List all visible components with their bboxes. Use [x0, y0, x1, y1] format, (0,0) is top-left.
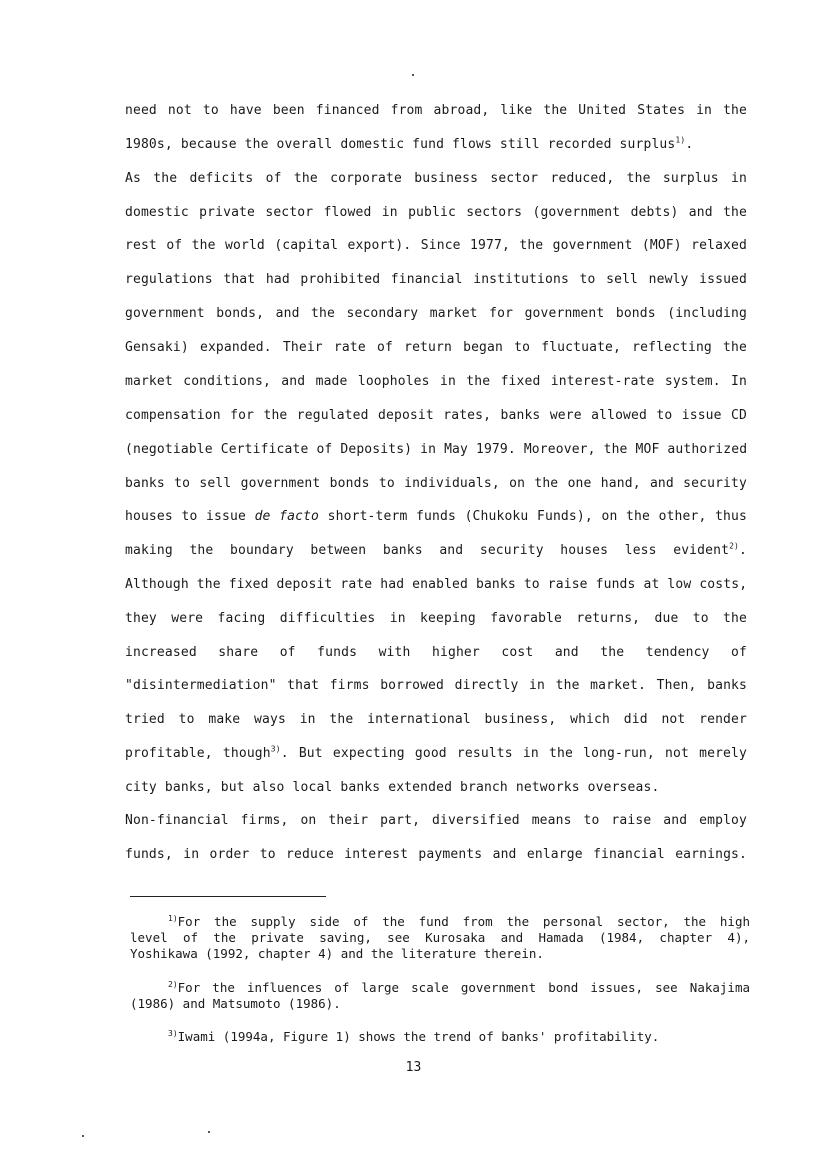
body-line-text: houses to issue [125, 509, 255, 524]
body-line: government bonds, and the secondary market for government bonds (including [125, 306, 747, 321]
body-line-text: short-term funds (Chukoku Funds), on the other, thus [319, 509, 747, 524]
body-line: domestic private sector flowed in public sectors (government debts) and the [125, 205, 747, 220]
page-number: 13 [405, 1060, 422, 1075]
body-line: need not to have been financed from abroad, like the United States in the [125, 103, 747, 118]
body-line-text: profitable, though [125, 746, 271, 761]
body-line: increased share of funds with higher cost and the tendency of [125, 645, 747, 660]
scan-speck [82, 1135, 84, 1137]
footnote-ref: 1) [675, 135, 686, 145]
body-line: (negotiable Certificate of Deposits) in May 1979. Moreover, the MOF authorized [125, 442, 748, 457]
body-line: tried to make ways in the international business, which did not render [125, 712, 747, 727]
body-line: "disintermediation" that firms borrowed directly in the market. Then, banks [125, 678, 747, 693]
body-line: As the deficits of the corporate business sector reduced, the surplus in [125, 171, 747, 186]
body-line: city banks, but also local banks extended branch networks overseas. [125, 780, 660, 795]
body-line: banks to sell government bonds to individuals, on the one hand, and security [125, 476, 747, 491]
footnote-line [130, 1029, 750, 1045]
footnote-line: level of the private saving, see Kurosaka and Hamada (1984, chapter 4), [130, 930, 750, 945]
footnote-separator [130, 896, 326, 897]
body-line-text: making the boundary between banks and security houses less evident [125, 543, 730, 558]
body-line [125, 746, 747, 762]
footnote-line [130, 914, 750, 930]
footnote-text: For the supply side of the fund from the personal sector, the high [177, 914, 750, 929]
body-line [125, 137, 747, 153]
scan-speck [208, 1131, 210, 1133]
footnote-mark: 2) [168, 979, 178, 989]
body-line: regulations that had prohibited financial institutions to sell newly issued [125, 272, 747, 287]
period: . [739, 543, 747, 558]
italic-term: de facto [254, 509, 320, 524]
footnote-text: Iwami (1994a, Figure 1) shows the trend of banks' profitability. [177, 1029, 660, 1044]
footnote-ref: 3) [270, 744, 281, 754]
body-line: funds, in order to reduce interest payments and enlarge financial earnings. [125, 847, 747, 862]
body-line-text: . But expecting good results in the long-run, not merely [280, 746, 747, 761]
footnote-line [130, 980, 750, 996]
body-line [125, 509, 747, 525]
footnote-ref: 2) [729, 541, 740, 551]
body-line: rest of the world (capital export). Since 1977, the government (MOF) relaxed [125, 238, 747, 253]
footnote-mark: 1) [168, 913, 178, 923]
body-line: they were facing difficulties in keeping favorable returns, due to the [125, 611, 747, 626]
body-line [125, 543, 747, 559]
body-line: market conditions, and made loopholes in the fixed interest-rate system. In [125, 374, 747, 389]
footnote-text: For the influences of large scale government bond issues, see Nakajima [177, 980, 750, 995]
body-line-text: 1980s, because the overall domestic fund flows still recorded surplus [125, 137, 676, 152]
period: . [685, 137, 694, 152]
body-line: Although the fixed deposit rate had enabled banks to raise funds at low costs, [125, 577, 748, 592]
footnote-line: (1986) and Matsumoto (1986). [130, 996, 341, 1011]
body-line: Gensaki) expanded. Their rate of return began to fluctuate, reflecting the [125, 340, 747, 355]
body-line: Non-financial firms, on their part, diversified means to raise and employ [125, 813, 747, 828]
scan-speck [412, 74, 414, 76]
footnote-line: Yoshikawa (1992, chapter 4) and the literature therein. [130, 946, 544, 961]
body-line: compensation for the regulated deposit rates, banks were allowed to issue CD [125, 408, 747, 423]
footnote-mark: 3) [168, 1028, 178, 1038]
